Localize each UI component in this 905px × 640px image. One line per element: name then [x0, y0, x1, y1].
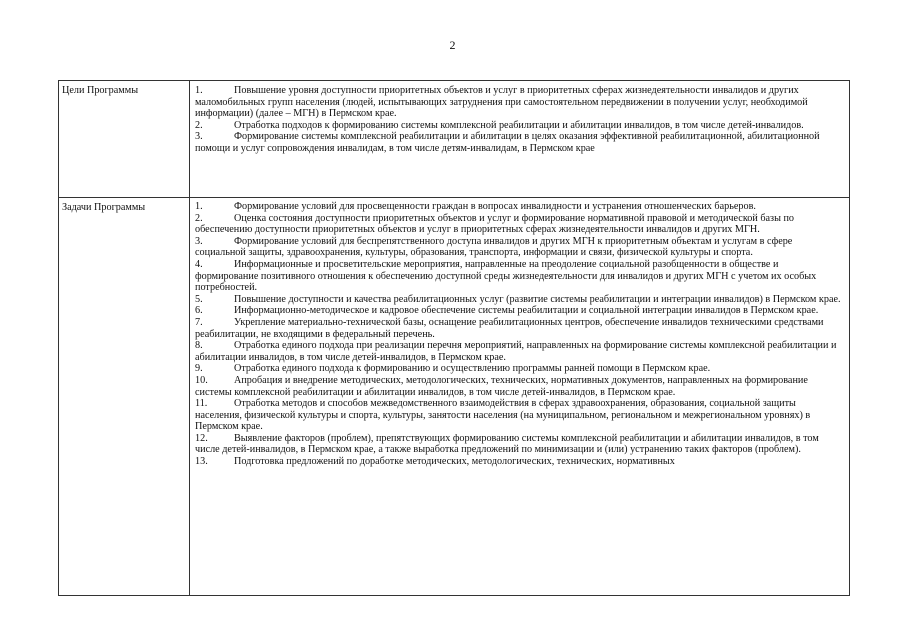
list-item	[195, 363, 843, 375]
goals-label: Цели Программы	[59, 81, 190, 198]
list-item	[195, 375, 843, 398]
tasks-row	[59, 198, 850, 596]
item-text: Укрепление материально-технической базы, оснащение реабилитационных центров, обеспечение инвалидов техническими средствами реабилитации, не входящими в федеральный перечень.	[195, 316, 824, 340]
item-text: Формирование условий для просвещенности граждан в вопросах инвалидности и устранения отношенческих барьеров.	[234, 201, 756, 212]
item-number: 11.	[195, 398, 208, 410]
item-text: Формирование системы комплексной реабилитации и абилитации в целях оказания эффективной реабилитационной, абилитационной помощи и услуг сопровождения инвалидам, в том числе детям-инвалидам, в Пермском крае	[195, 131, 820, 154]
list-item	[195, 213, 843, 236]
item-text: Формирование условий для беспрепятственного доступа инвалидов и других МГН к приоритетным объектам и услугам в сфере социальной защиты, здравоохранения, культуры, образования, транспорта, информации и связи, физической культуры и спорта.	[195, 235, 793, 259]
item-text: Оценка состояния доступности приоритетных объектов и услуг и формирование нормативной правовой и методической базы по обеспечению доступности приоритетных объектов и услуг в приоритетных сферах жизнедеятельности инвалидов и других МГН.	[195, 212, 795, 236]
item-number: 13.	[195, 456, 208, 468]
item-text: Повышение уровня доступности приоритетных объектов и услуг в приоритетных сферах жизнедеятельности инвалидов и других маломобильных групп населения (людей, испытывающих затруднения при самостоятельном передвижении в получении услуг, необходимой информации) (далее – МГН) в Пермском крае.	[195, 85, 808, 120]
item-number: 5.	[195, 293, 203, 305]
item-text: Выявление факторов (проблем), препятствующих формированию системы комплексной реабилитации и абилитации инвалидов, в том числе детей-инвалидов, в Пермском крае, а также выработка предложений по минимизации и (или) устранению таких факторов (проблем).	[195, 432, 819, 456]
item-number: 3.	[195, 235, 203, 247]
goals-row	[59, 81, 850, 198]
item-number: 9.	[195, 363, 203, 375]
item-text: Отработка единого подхода при реализации перечня мероприятий, направленных на формирование системы комплексной реабилитации и абилитации инвалидов, в том числе детей-инвалидов, в Пермском крае.	[195, 340, 837, 363]
item-number: 12.	[195, 432, 208, 444]
list-item	[195, 259, 843, 294]
item-text: Повышение доступности и качества реабилитационных услуг (развитие системы реабилитации и интеграции инвалидов) в Пермском крае.	[234, 293, 841, 305]
page-number: 2	[449, 38, 456, 52]
item-number: 4.	[195, 258, 203, 270]
list-item	[195, 131, 843, 154]
item-number: 8.	[195, 340, 203, 352]
item-number: 1.	[195, 85, 203, 96]
list-item	[195, 433, 843, 456]
item-number: 2.	[195, 212, 203, 224]
item-number: 2.	[195, 119, 203, 131]
item-text: Информационные и просветительские мероприятия, направленные на преодоление социальной разобщенности в обществе и формирование позитивного отношения к обеспечению доступной среды жизнедеятельности для инвалидов и других МГН с учетом их особых потребностей.	[195, 258, 817, 294]
item-text: Отработка подходов к формированию системы комплексной реабилитации и абилитации инвалидов, в том числе детей-инвалидов.	[234, 119, 804, 131]
item-number: 1.	[195, 201, 203, 212]
goals-content	[190, 81, 850, 198]
item-text: Отработка единого подхода к формированию и осуществлению программы ранней помощи в Пермском крае.	[234, 363, 711, 375]
item-text: Подготовка предложений по доработке методических, методологических, технических, нормативных	[234, 456, 675, 468]
list-item	[195, 398, 843, 433]
list-item	[195, 456, 843, 468]
tasks-content	[190, 198, 850, 596]
list-item	[195, 305, 843, 317]
item-text: Апробация и внедрение методических, методологических, технических, нормативных документов, направленных на формирование системы комплексной реабилитации и абилитации инвалидов, в том числе детей-инвалидов, в Пермском крае.	[195, 374, 808, 398]
list-item	[195, 294, 843, 306]
tasks-label: Задачи Программы	[59, 198, 190, 596]
item-number: 3.	[195, 131, 203, 143]
list-item	[195, 236, 843, 259]
item-number: 6.	[195, 305, 203, 317]
tasks-list	[195, 201, 843, 468]
item-text: Информационно-методическое и кадровое обеспечение системы реабилитации и социальной интеграции инвалидов в Пермском крае.	[234, 305, 819, 317]
list-item	[195, 340, 843, 363]
item-number: 7.	[195, 316, 203, 328]
item-number: 10.	[195, 374, 208, 386]
list-item	[195, 85, 843, 120]
list-item	[195, 201, 843, 213]
program-passport-table	[58, 80, 850, 596]
list-item	[195, 317, 843, 340]
list-item	[195, 120, 843, 132]
goals-list	[195, 85, 843, 155]
item-text: Отработка методов и способов межведомственного взаимодействия в сферах здравоохранения, образования, социальной защиты населения, физической культуры и спорта, культуры, занятости населения (на муниципальном, региональном и межрегиональном уровнях) в Пермском крае.	[195, 398, 811, 433]
